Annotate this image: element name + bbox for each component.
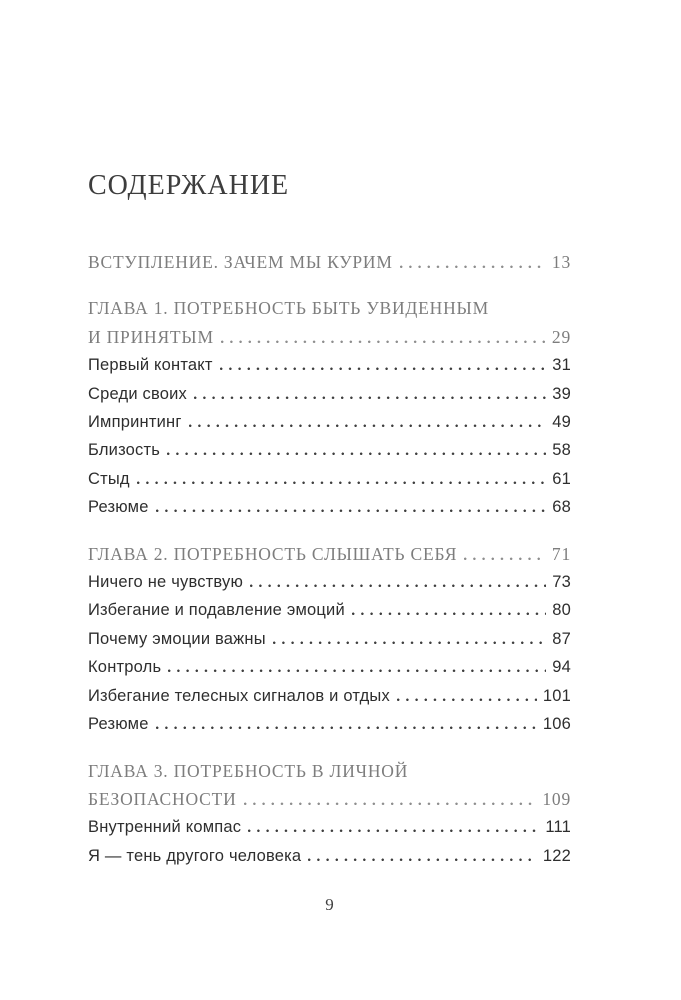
- toc-entry-page: 71: [551, 543, 571, 564]
- toc-section-entry: [88, 842, 571, 870]
- toc-entry-row: [88, 842, 571, 870]
- toc-entry-label: Резюме: [88, 715, 149, 734]
- toc-entry-page: 80: [552, 601, 571, 620]
- toc-dot-leader: [189, 423, 547, 427]
- toc-entry-label: Среди своих: [88, 384, 188, 403]
- toc-entry-label: ГЛАВА 2. ПОТРЕБНОСТЬ СЛЫШАТЬ СЕБЯ: [88, 543, 458, 564]
- toc-dot-leader: [156, 725, 537, 729]
- toc-section-entry: [88, 436, 571, 464]
- toc-dot-leader: [137, 480, 546, 484]
- toc-entry-page: 111: [545, 818, 571, 837]
- toc-entry-page: 106: [542, 715, 571, 734]
- toc-dot-leader: [244, 801, 537, 805]
- toc-dot-leader: [397, 697, 537, 701]
- toc-entry-page: 39: [552, 384, 571, 403]
- toc-section-entry: [88, 625, 571, 653]
- toc-entry-row: [88, 710, 571, 738]
- toc-list: [88, 248, 571, 870]
- toc-entry-row: [88, 465, 571, 493]
- toc-entry-row: [88, 248, 571, 276]
- page-title: СОДЕРЖАНИЕ: [88, 170, 290, 201]
- toc-entry-page: 31: [552, 356, 571, 375]
- toc-entry-page: 68: [552, 498, 571, 517]
- toc-dot-leader: [156, 508, 547, 512]
- toc-entry-row: [88, 540, 571, 568]
- toc-entry-page: 49: [552, 413, 571, 432]
- toc-dot-leader: [352, 611, 546, 615]
- toc-entry-label: Стыд: [88, 469, 130, 488]
- toc-entry-page: 73: [552, 573, 571, 592]
- toc-entry-label: Первый контакт: [88, 356, 213, 375]
- toc-chapter-entry: [88, 248, 571, 276]
- toc-entry-label: ГЛАВА 3. ПОТРЕБНОСТЬ В ЛИЧНОЙ: [88, 760, 409, 781]
- toc-entry-label: ГЛАВА 1. ПОТРЕБНОСТЬ БЫТЬ УВИДЕННЫМ: [88, 298, 489, 319]
- toc-entry-label: БЕЗОПАСНОСТИ: [88, 788, 237, 809]
- toc-entry-page: 61: [552, 469, 571, 488]
- toc-section-entry: [88, 493, 571, 521]
- toc-dot-leader: [168, 668, 546, 672]
- toc-entry-row: [88, 568, 571, 596]
- toc-dot-leader: [400, 264, 546, 268]
- toc-dot-leader: [167, 451, 546, 455]
- toc-section-entry: [88, 813, 571, 841]
- toc-section-entry: [88, 465, 571, 493]
- toc-section-entry: [88, 380, 571, 408]
- toc-entry-row: [88, 436, 571, 464]
- toc-section-entry: [88, 351, 571, 379]
- toc-entry-row: [88, 625, 571, 653]
- toc-entry-label: Близость: [88, 441, 161, 460]
- toc-entry-label: Резюме: [88, 498, 149, 517]
- toc-dot-leader: [194, 395, 546, 399]
- toc-entry-page: 87: [552, 629, 571, 648]
- toc-dot-leader: [250, 583, 546, 587]
- toc-entry-label: Внутренний компас: [88, 818, 242, 837]
- toc-entry-label: Избегание телесных сигналов и отдых: [88, 686, 390, 705]
- toc-entry-label: Контроль: [88, 658, 162, 677]
- toc-dot-leader: [464, 556, 546, 560]
- toc-dot-leader: [308, 857, 537, 861]
- toc-entry-row: [88, 294, 571, 322]
- toc-section-entry: [88, 653, 571, 681]
- toc-entry-row: [88, 380, 571, 408]
- toc-dot-leader: [248, 828, 539, 832]
- toc-section-entry: [88, 568, 571, 596]
- toc-entry-row: [88, 323, 571, 351]
- toc-entry-page: 122: [542, 846, 571, 865]
- toc-entry-label: Почему эмоции важны: [88, 629, 266, 648]
- toc-entry-page: 94: [552, 658, 571, 677]
- folio-page-number: 9: [325, 895, 334, 914]
- toc-chapter-entry: [88, 294, 571, 351]
- toc-dot-leader: [220, 366, 547, 370]
- toc-section-entry: [88, 596, 571, 624]
- toc-entry-page: 101: [542, 686, 571, 705]
- toc-entry-label: И ПРИНЯТЫМ: [88, 326, 214, 347]
- toc-entry-page: 29: [551, 326, 571, 347]
- toc-entry-page: 13: [551, 252, 571, 272]
- toc-entry-row: [88, 351, 571, 379]
- toc-entry-label: ВСТУПЛЕНИЕ. ЗАЧЕМ МЫ КУРИМ: [88, 252, 393, 272]
- toc-dot-leader: [221, 339, 546, 343]
- toc-entry-page: 58: [552, 441, 571, 460]
- toc-dot-leader: [273, 640, 546, 644]
- toc-entry-label: Импринтинг: [88, 413, 182, 432]
- toc-section-entry: [88, 682, 571, 710]
- toc-entry-row: [88, 682, 571, 710]
- toc-section-entry: [88, 408, 571, 436]
- toc-section-entry: [88, 710, 571, 738]
- toc-entry-row: [88, 813, 571, 841]
- toc-entry-row: [88, 653, 571, 681]
- toc-chapter-entry: [88, 757, 571, 814]
- toc-entry-row: [88, 493, 571, 521]
- toc-entry-label: Я — тень другого человека: [88, 846, 302, 865]
- toc-entry-row: [88, 408, 571, 436]
- toc-entry-row: [88, 596, 571, 624]
- toc-entry-row: [88, 785, 571, 813]
- toc-content: [88, 170, 571, 870]
- toc-entry-label: Избегание и подавление эмоций: [88, 601, 345, 620]
- toc-entry-label: Ничего не чувствую: [88, 573, 244, 592]
- toc-entry-row: [88, 757, 571, 785]
- toc-entry-page: 109: [542, 788, 571, 809]
- toc-chapter-entry: [88, 540, 571, 568]
